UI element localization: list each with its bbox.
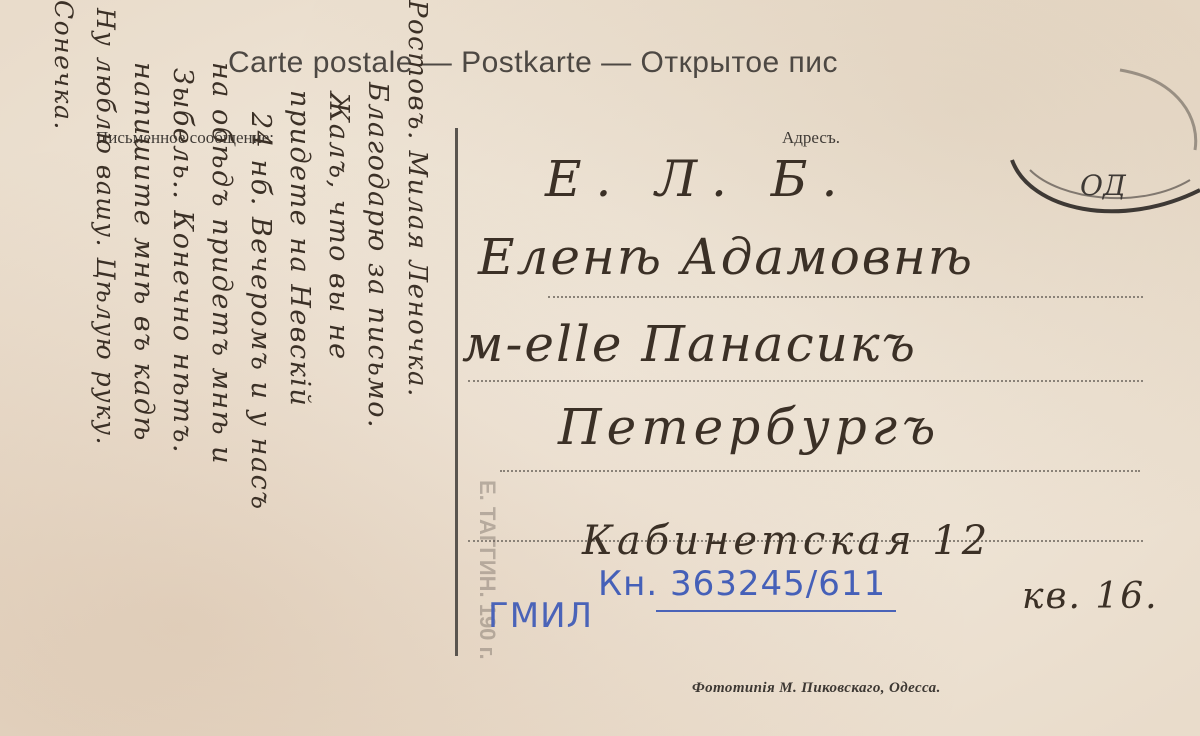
address-line: [548, 296, 1143, 298]
recipient-surname: м-elle Панасикъ: [462, 315, 917, 373]
message-column: придете на Невскій: [284, 90, 315, 408]
archive-inventory-number: Кн. 363245/611: [598, 564, 887, 604]
message-column: Зыбель.. Конечно нѣтъ.: [167, 68, 198, 455]
message-column: Благодарю за письмо.: [362, 82, 393, 430]
publisher-imprint: Фототипія М. Пиковскаго, Одесса.: [692, 680, 941, 696]
archive-mark: ГМИЛ: [488, 596, 594, 636]
recipient-apartment: кв. 16.: [1022, 576, 1159, 617]
message-column: 24 нб. Вечеромъ и у насъ: [245, 112, 276, 511]
vertical-divider: [455, 128, 458, 656]
address-line: [468, 380, 1143, 382]
message-column: Жалъ, что вы не: [323, 92, 354, 361]
message-column: Ну люблю вашу. Цѣлую руку.: [91, 8, 120, 446]
address-label: Адресъ.: [782, 128, 840, 147]
message-column: напишите мнѣ въ кадѣ: [128, 62, 159, 442]
postmark-text: ОД: [1080, 169, 1126, 202]
recipient-city: Петербургъ: [558, 398, 941, 456]
address-line: [500, 470, 1140, 472]
message-column: Сонечка.: [49, 0, 78, 131]
message-label: Письменное сообщение:: [96, 128, 274, 147]
recipient-street: Кабинетская 12: [582, 518, 992, 564]
message-column: Ростовъ. Милая Леночка.: [402, 0, 432, 398]
postmark-stamp: [1000, 60, 1200, 240]
recipient-name: Еленѣ Адамовнѣ: [478, 228, 974, 286]
faint-stamp: Е. ТАГГИН. 190 г.: [475, 480, 500, 660]
postcard-header: Carte postale — Postkarte — Открытое пис: [228, 46, 839, 79]
archive-underline: [656, 610, 896, 612]
recipient-initials: Е. Л. Б.: [545, 150, 852, 208]
message-column: на обѣдъ придетъ мнѣ и: [206, 62, 237, 466]
